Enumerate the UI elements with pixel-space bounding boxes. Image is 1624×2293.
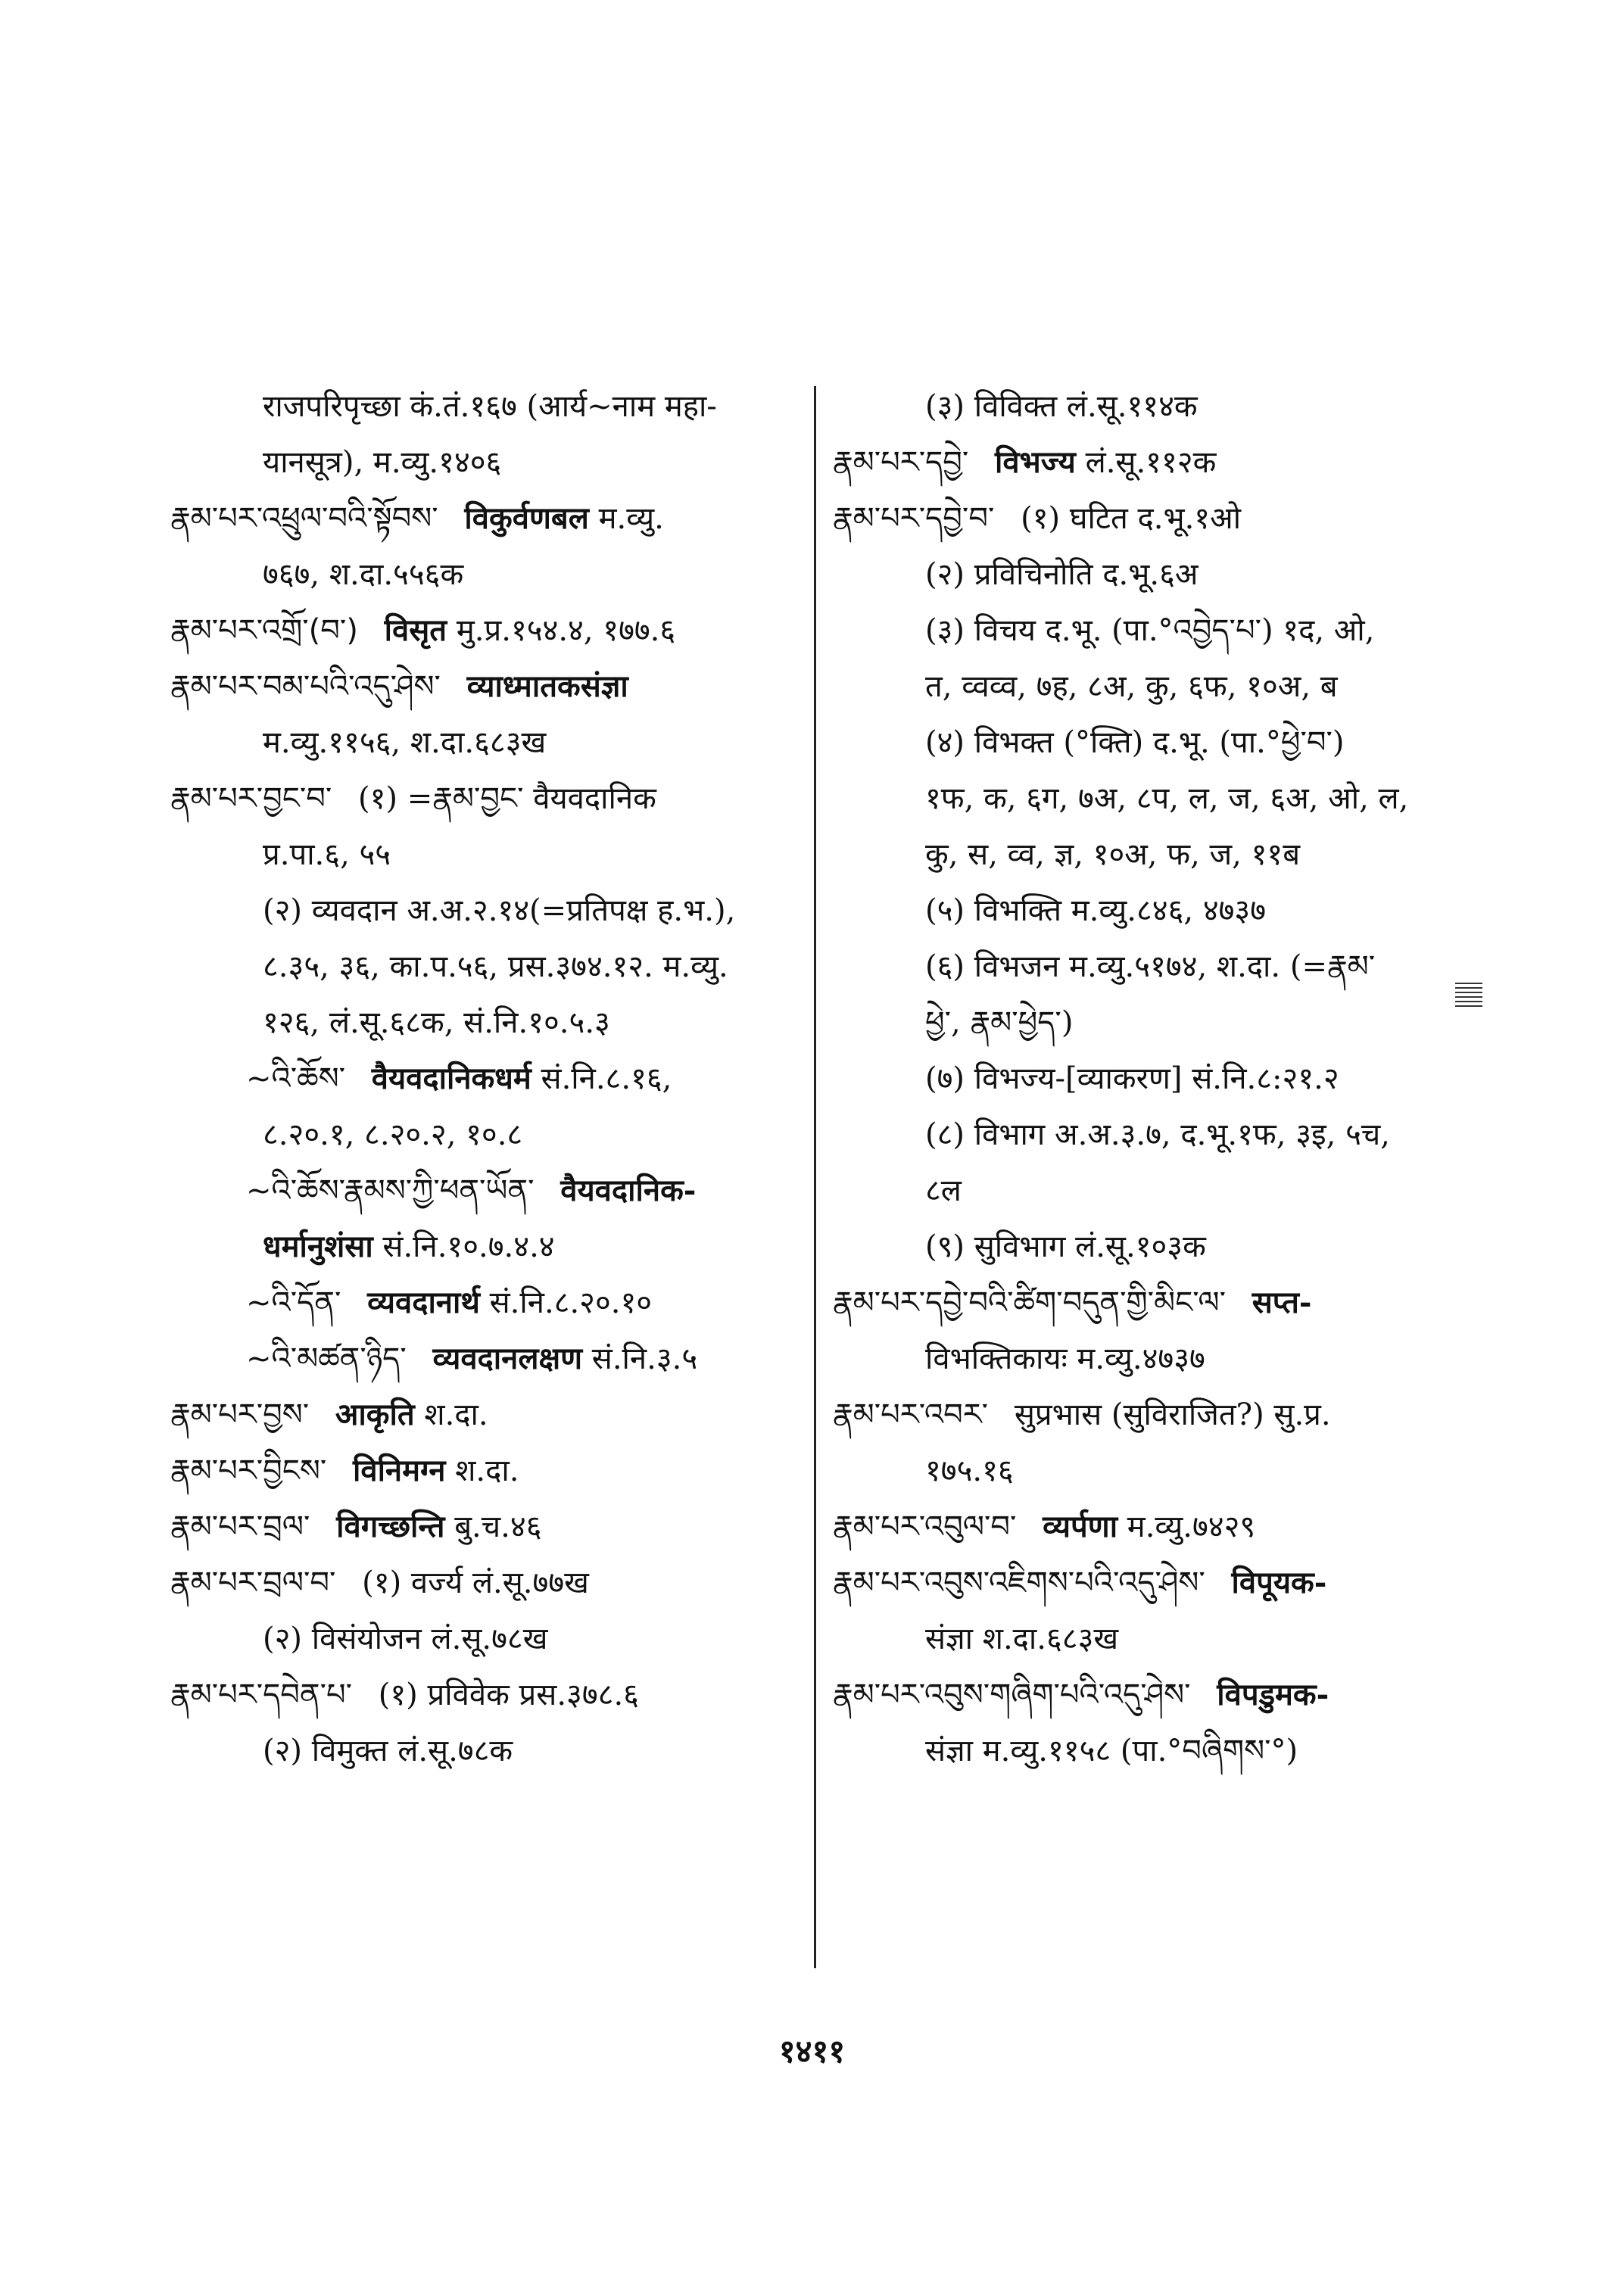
reference-text: (२) विसंयोजन लं.सू.७८ख — [263, 1622, 548, 1656]
reference-text: बु.च.४६ — [454, 1509, 542, 1544]
reference-text: प्र.पा.६, ५५ — [263, 837, 391, 872]
sanskrit-headword: आकृति — [335, 1397, 415, 1432]
entry-line — [833, 1611, 1499, 1667]
sanskrit-headword: विपूयक- — [1231, 1565, 1327, 1600]
tibetan-term: རྣམ་པར་འབུལ་བ་ — [833, 1509, 1017, 1544]
sanskrit-headword: व्याध्मातकसंज्ञा — [466, 668, 628, 704]
tibetan-term: རྣམ་པར་བྱས་ — [170, 1397, 310, 1432]
entry-line — [170, 1611, 806, 1667]
entry-line — [833, 939, 1499, 995]
entry-line — [170, 1555, 806, 1611]
entry-line — [833, 659, 1499, 715]
reference-text: सं.नि.३.५ — [591, 1341, 698, 1376]
tibetan-term: རྣམ་པར་འབུས་འཇིགས་པའི་འདུ་ཤེས་ — [833, 1566, 1205, 1600]
tibetan-term: ~འི་མཚན་ཉིད་ — [246, 1341, 407, 1376]
reference-text: (९) सुविभाग लं.सू.१०३क — [925, 1229, 1206, 1264]
entry-line — [170, 1499, 806, 1555]
reference-text: (१) प्रविवेक प्रस.३७८.६ — [378, 1678, 639, 1712]
tibetan-term: རྣམ་པར་དབྱེ་བ་ — [833, 501, 995, 536]
entry-line — [170, 435, 806, 491]
sanskrit-headword: विनिमग्न — [352, 1453, 446, 1488]
tibetan-term: རྣམ་པར་འཕྲུལ་བའི་སྟོབས་ — [170, 501, 438, 536]
tibetan-term: རྣམ་པར་འགྲོ་(བ་) — [170, 613, 358, 648]
tibetan-term: རྣམ་པར་བྱིངས་ — [170, 1453, 327, 1488]
entry-line — [833, 771, 1499, 827]
entry-line — [170, 939, 806, 995]
tibetan-term: རྣམ་པར་དབེན་པ་ — [170, 1678, 353, 1712]
entry-line — [170, 715, 806, 771]
entry-line — [170, 1163, 806, 1219]
entry-line — [170, 771, 806, 827]
reference-text: (६) विभजन म.व्यु.५१७४, श.दा. (=རྣམ་ — [925, 949, 1376, 984]
entry-line — [833, 883, 1499, 939]
tibetan-term: རྣམ་པར་བྱང་བ་ — [170, 781, 332, 816]
entry-line — [833, 1723, 1499, 1779]
reference-text: (३) विविक्त लं.सू.११४क — [925, 389, 1198, 424]
entry-line — [170, 883, 806, 939]
entry-line — [833, 1387, 1499, 1443]
entry-line — [170, 659, 806, 715]
entry-line — [170, 1275, 806, 1331]
reference-text: १२६, लं.सू.६८क, सं.नि.१०.५.३ — [263, 1005, 610, 1040]
reference-text: लं.सू.११२क — [1085, 445, 1217, 480]
reference-text: म.व्यु.११५६, श.दा.६८३ख — [263, 725, 547, 760]
reference-text: (२) विमुक्त लं.सू.७८क — [263, 1734, 513, 1768]
entry-line — [170, 1387, 806, 1443]
tibetan-term: རྣམ་པར་འབུས་གཞིག་པའི་འདུ་ཤེས་ — [833, 1678, 1191, 1712]
reference-text: (५) विभक्ति म.व्यु.८४६, ४७३७ — [925, 893, 1267, 928]
tibetan-term: རྣམ་པར་བྲལ་བ་ — [170, 1566, 336, 1600]
reference-text: संज्ञा म.व्यु.११५८ (पा.°བཞིགས་°) — [925, 1734, 1298, 1768]
entry-line — [833, 827, 1499, 883]
reference-text: राजपरिपृच्छा कं.तं.१६७ (आर्य~नाम महा- — [263, 389, 717, 424]
sanskrit-headword: व्यवदानार्थ — [367, 1285, 480, 1320]
entry-line — [170, 1443, 806, 1499]
reference-text: सं.नि.८.२०.१० — [489, 1285, 653, 1320]
column-divider — [814, 386, 816, 1968]
entry-line — [833, 435, 1499, 491]
reference-text: ८.३५, ३६, का.प.५६, प्रस.३७४.१२. म.व्यु. — [263, 949, 728, 984]
reference-text: (४) विभक्त (°क्ति) द.भू. (पा.°ཕྱེ་བ་) — [925, 725, 1345, 760]
entry-line — [170, 1107, 806, 1163]
sanskrit-headword: धर्मानुशंसा — [263, 1229, 373, 1264]
entry-line — [833, 1163, 1499, 1219]
reference-text: (१) वर्ज्य लं.सू.७७ख — [362, 1566, 589, 1600]
entry-line — [170, 547, 806, 603]
entry-line — [170, 603, 806, 659]
entry-line — [170, 1051, 806, 1107]
entry-line — [833, 1667, 1499, 1723]
tibetan-term: རྣམ་པར་བམ་པའི་འདུ་ཤེས་ — [170, 669, 441, 704]
left-column — [170, 379, 806, 1779]
sanskrit-headword: विसृत — [384, 612, 447, 648]
entry-line — [833, 379, 1499, 435]
entry-line — [833, 715, 1499, 771]
sanskrit-headword: व्यर्पणा — [1043, 1509, 1118, 1544]
entry-line — [833, 1443, 1499, 1499]
entry-line — [170, 491, 806, 547]
reference-text: विभक्तिकायः म.व्यु.४७३७ — [925, 1341, 1205, 1376]
sanskrit-headword: वैयवदानिकधर्म — [371, 1061, 531, 1096]
sanskrit-headword: वैयवदानिक- — [560, 1173, 697, 1208]
reference-text: यानसूत्र), म.व्यु.१४०६ — [263, 445, 502, 480]
reference-text: म.व्यु.७४२९ — [1127, 1509, 1256, 1544]
sanskrit-headword: विभज्य — [995, 444, 1076, 480]
entry-line — [170, 1219, 806, 1275]
page-number: १४११ — [778, 2033, 846, 2070]
tibetan-term: རྣམ་པར་དབྱེ་ — [833, 445, 969, 480]
reference-text: संज्ञा श.दा.६८३ख — [925, 1622, 1119, 1656]
entry-line — [833, 1499, 1499, 1555]
entry-line — [170, 379, 806, 435]
tibetan-term: ~འི་ཆོས་ — [246, 1061, 345, 1096]
entry-line — [170, 995, 806, 1051]
sanskrit-headword: सप्त- — [1252, 1285, 1312, 1320]
reference-text: १फ, क, ६ग, ७अ, ८प, ल, ज, ६अ, ओ, ल, — [925, 781, 1409, 816]
reference-text: ८.२०.१, ८.२०.२, १०.८ — [263, 1117, 523, 1152]
reference-text: ७६७, श.दा.५५६क — [263, 557, 464, 592]
reference-text: मु.प्र.१५४.४, १७७.६ — [456, 613, 676, 648]
reference-text: (२) व्यवदान अ.अ.२.१४(=प्रतिपक्ष ह.भ.), — [263, 893, 736, 928]
entry-line — [170, 1723, 806, 1779]
entry-line — [833, 603, 1499, 659]
reference-text: (७) विभज्य-[व्याकरण] सं.नि.८:२१.२ — [925, 1061, 1339, 1096]
reference-text: सं.नि.१०.७.४.४ — [382, 1229, 555, 1264]
entry-line — [170, 1331, 806, 1387]
entry-line — [833, 1107, 1499, 1163]
reference-text: सुप्रभास (सुविराजित?) सु.प्र. — [1014, 1397, 1331, 1432]
reference-text: (१) घटित द.भू.१ओ — [1021, 501, 1242, 536]
sanskrit-headword: विगच्छन्ति — [336, 1509, 445, 1544]
entry-line — [833, 995, 1499, 1051]
reference-text: (८) विभाग अ.अ.३.७, द.भू.१फ, ३इ, ५च, — [925, 1117, 1390, 1152]
tibetan-term: རྣམ་པར་འབར་ — [833, 1397, 989, 1432]
reference-text: त, व्वव्व, ७ह, ८अ, कु, ६फ, १०अ, ब — [925, 669, 1338, 704]
reference-text: १७५.१६ — [925, 1453, 1014, 1488]
margin-mark-icon — [1455, 983, 1482, 1016]
tibetan-term: ~འི་དོན་ — [246, 1285, 341, 1320]
reference-text: (२) प्रविचिनोति द.भू.६अ — [925, 557, 1199, 592]
reference-text: सं.नि.८.१६, — [541, 1061, 672, 1096]
sanskrit-headword: विपडुमक- — [1217, 1677, 1329, 1712]
sanskrit-headword: विकुर्वणबल — [464, 500, 589, 536]
reference-text: श.दा. — [424, 1397, 488, 1432]
reference-text: ८ल — [925, 1173, 962, 1208]
entry-line — [833, 491, 1499, 547]
entry-line — [833, 1219, 1499, 1275]
reference-text: (१) =རྣམ་བྱང་ वैयवदानिक — [358, 781, 656, 816]
entry-line — [833, 1051, 1499, 1107]
entry-line — [833, 1275, 1499, 1331]
right-column — [833, 379, 1499, 1779]
tibetan-term: ~འི་ཆོས་རྣམས་ཀྱི་ཕན་ཡོན་ — [246, 1173, 535, 1208]
reference-text: म.व्यु. — [598, 501, 664, 536]
entry-line — [170, 827, 806, 883]
sanskrit-headword: व्यवदानलक्षण — [432, 1341, 583, 1376]
entry-line — [833, 547, 1499, 603]
reference-text: कु, स, व्व, ज्ञ, १०अ, फ, ज, ११ब — [925, 837, 1301, 872]
reference-text: ཕྱེ་, རྣམ་ཕྱེད་) — [925, 1005, 1074, 1040]
reference-text: (३) विचय द.भू. (पा.°འབྱེད་པ་) १द, ओ, — [925, 613, 1375, 648]
entry-line — [170, 1667, 806, 1723]
tibetan-term: རྣམ་པར་དབྱེ་བའི་ཚིག་བདུན་གྱི་མིང་ལ་ — [833, 1285, 1227, 1320]
entry-line — [833, 1331, 1499, 1387]
entry-line — [833, 1555, 1499, 1611]
reference-text: श.दा. — [455, 1453, 519, 1488]
tibetan-term: རྣམ་པར་བྲལ་ — [170, 1509, 310, 1544]
